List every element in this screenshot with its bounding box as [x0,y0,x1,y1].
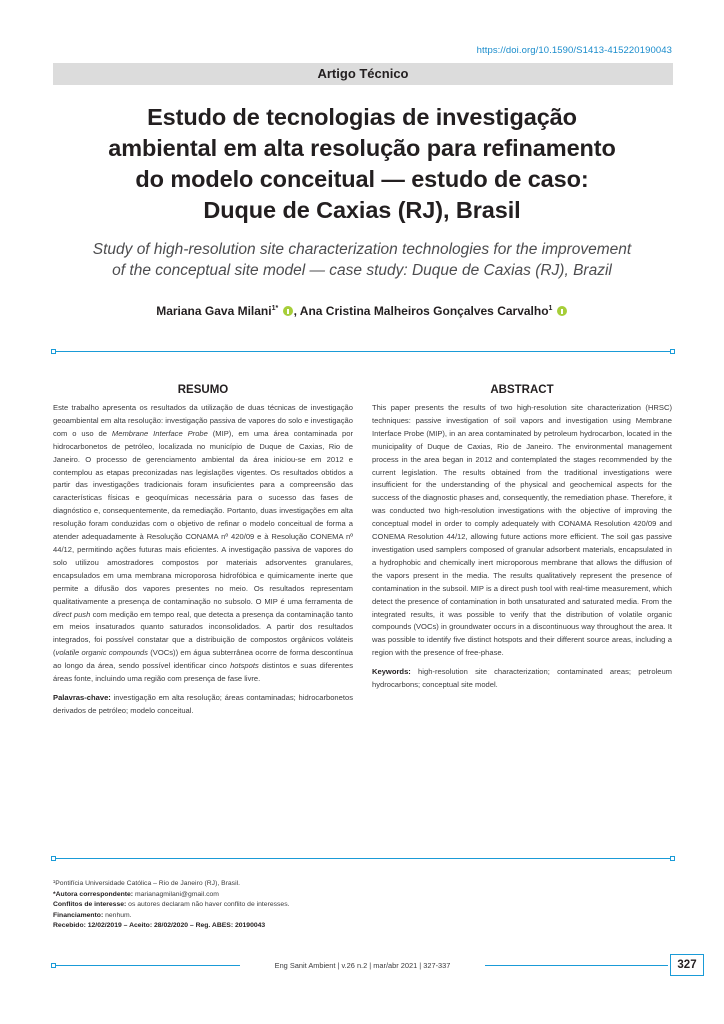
doi-link[interactable]: https://doi.org/10.1590/S1413-415220190043 [476,45,672,56]
article-type-band: Artigo Técnico [53,63,673,85]
title-pt-line: Estudo de tecnologias de investigação [147,104,577,130]
corresponding-note: *Autora correspondente: marianagmilani@gmail.com [53,890,219,898]
journal-citation: Eng Sanit Ambient | v.26 n.2 | mar/abr 2021 | 327-337 [240,960,485,971]
footnotes [53,879,473,932]
divider-marker [51,963,56,968]
title-pt-line: Duque de Caxias (RJ), Brasil [203,197,521,223]
title-en-line: of the conceptual site model — case study: Duque de Caxias (RJ), Brazil [112,262,612,279]
header-divider [53,351,672,352]
abstract-keywords: Keywords: high-resolution site characterization; contaminated areas; petroleum hydrocarbons; conceptual site model. [372,667,672,690]
orcid-icon[interactable] [283,306,293,316]
resumo-body: Este trabalho apresenta os resultados da utilização de duas técnicas de investigação geoambiental em alta resolução: investigação passiva de vapores do solo e investigação com o uso de Membrane Interface Probe (MIP), em uma área contaminada por hidrocarbonetos de petróleo, localizada no município de Duque de Caxias, Rio de Janeiro. O processo de gerenciamento ambiental da área iniciou-se em 2012 e contemplou as etapas preconizadas nas legislações vigentes. Os resultados obtidos a partir das investigações tradicionais foram insuficientes para a compreensão das características físicas e geoquímicas necessária para o sucesso das fases de diagnóstico e, consequentemente, da remediação. Portanto, duas investigações em alta resolução foram conduzidas com o objetivo de refinar o modelo conceitual de forma a atender adequadamente à Resolução CONAMA nº 420/09 e à Resolução CONEMA nº 44/12, permitindo ações futuras mais eficientes. A investigação passiva de vapores do solo utilizou amostradores compostos por materiais adsorventes granulares, encapsulados em uma membrana microporosa hidrofóbica e quimicamente inerte que permite a difusão dos vapores presentes no meio. Os resultados representam qualitativamente a presença de contaminação no subsolo. O MIP é uma ferramenta de direct push com medição em tempo real, que detecta a presença da contaminação tanto em meios insaturados quanto saturados inconsolidados. A partir dos resultados integrados, foi possível constatar que a distribuição de compostos orgânicos voláteis (volatile organic compounds (VOCs)) em água subterrânea ocorre de forma descontínua ao longo da área, sendo possível identificar cinco hotspots distintos e suas diferentes áreas fonte, incluindo uma região com presença de fase livre. [53,403,353,684]
divider-marker [51,856,56,861]
orcid-icon[interactable] [557,306,567,316]
resumo-heading: RESUMO [177,384,229,396]
divider-marker [670,349,675,354]
affiliation-note: ¹Pontifícia Universidade Católica – Rio de Janeiro (RJ), Brasil. [53,880,240,887]
abstract-body: This paper presents the results of two high-resolution site characterization (HRSC) techniques: passive investigation of soil vapors and investigation using Membrane Interface Probe (MIP), in an area contaminated by petroleum hydrocarbon, located in the municipality of Duque de Caxias, Rio de Janeiro. The environmental management process in the area began in 2012 and contemplated the stages recommended by the current legislation. The results obtained from the traditional investigations were insufficient for the understanding of the physical and geochemical aspects for the success of the diagnostic phases and, consequently, the remediation phase. Therefore, it was conducted two high-resolution investigations with the objective of improving the conceptual model in order to comply adequately with CONAMA Resolution 420/09 and CONEMA Resolution 44/12, allowing future actions more efficient. The soil gas passive investigation used samplers composed of granular adsorbent materials, encapsulated in a hydrophobic and chemically inert microporous membrane that allows the diffusion of the vapors present in the media. The results qualitatively represent the presence of contamination in the subsoil. MIP is a direct push tool with real-time measurement, which detect the presence of contamination in both unsaturated and saturated media. From the integrated results, it was possible to verify that the distribution of volatile organic compounds (VOCs) in groundwater occurs in a discontinuous way throughout the area. It was possible to identify five distinct hotspots and their different source areas, including a region with the presence of free-phase. [372,403,672,658]
title-pt-line: ambiental em alta resolução para refinamento [108,135,616,161]
author-affiliation-mark: 1 [548,305,553,312]
title-english [30,239,694,281]
footnote-divider [53,858,672,859]
author-name: Mariana Gava Milani [156,304,272,318]
author-affiliation-mark: 1* [271,305,279,312]
title-pt-line: do modelo conceitual — estudo de caso: [135,166,589,192]
conflicts-note: Conflitos de interesse: os autores declaram não haver conflito de interesses. [53,901,290,909]
abstract-heading: ABSTRACT [490,384,554,396]
page-number: 327 [670,954,704,976]
resumo-keywords: Palavras-chave: investigação em alta resolução; áreas contaminadas; hidrocarbonetos derivados de petróleo; modelo conceitual. [53,692,353,715]
dates-note: Recebido: 12/02/2019 – Aceito: 28/02/2020 – Reg. ABES: 20190043 [53,922,266,930]
funding-note: Financiamento: nenhum. [53,911,132,919]
title-en-line: Study of high-resolution site characterization technologies for the improvement [92,241,632,258]
author-list [40,304,684,318]
author-name: Ana Cristina Malheiros Gonçalves Carvalho [299,304,549,318]
author-separator: , [293,304,300,318]
divider-marker [670,856,675,861]
abstract-section [372,384,672,692]
divider-marker [51,349,56,354]
resumo-section [53,384,353,718]
title-portuguese [40,102,684,226]
